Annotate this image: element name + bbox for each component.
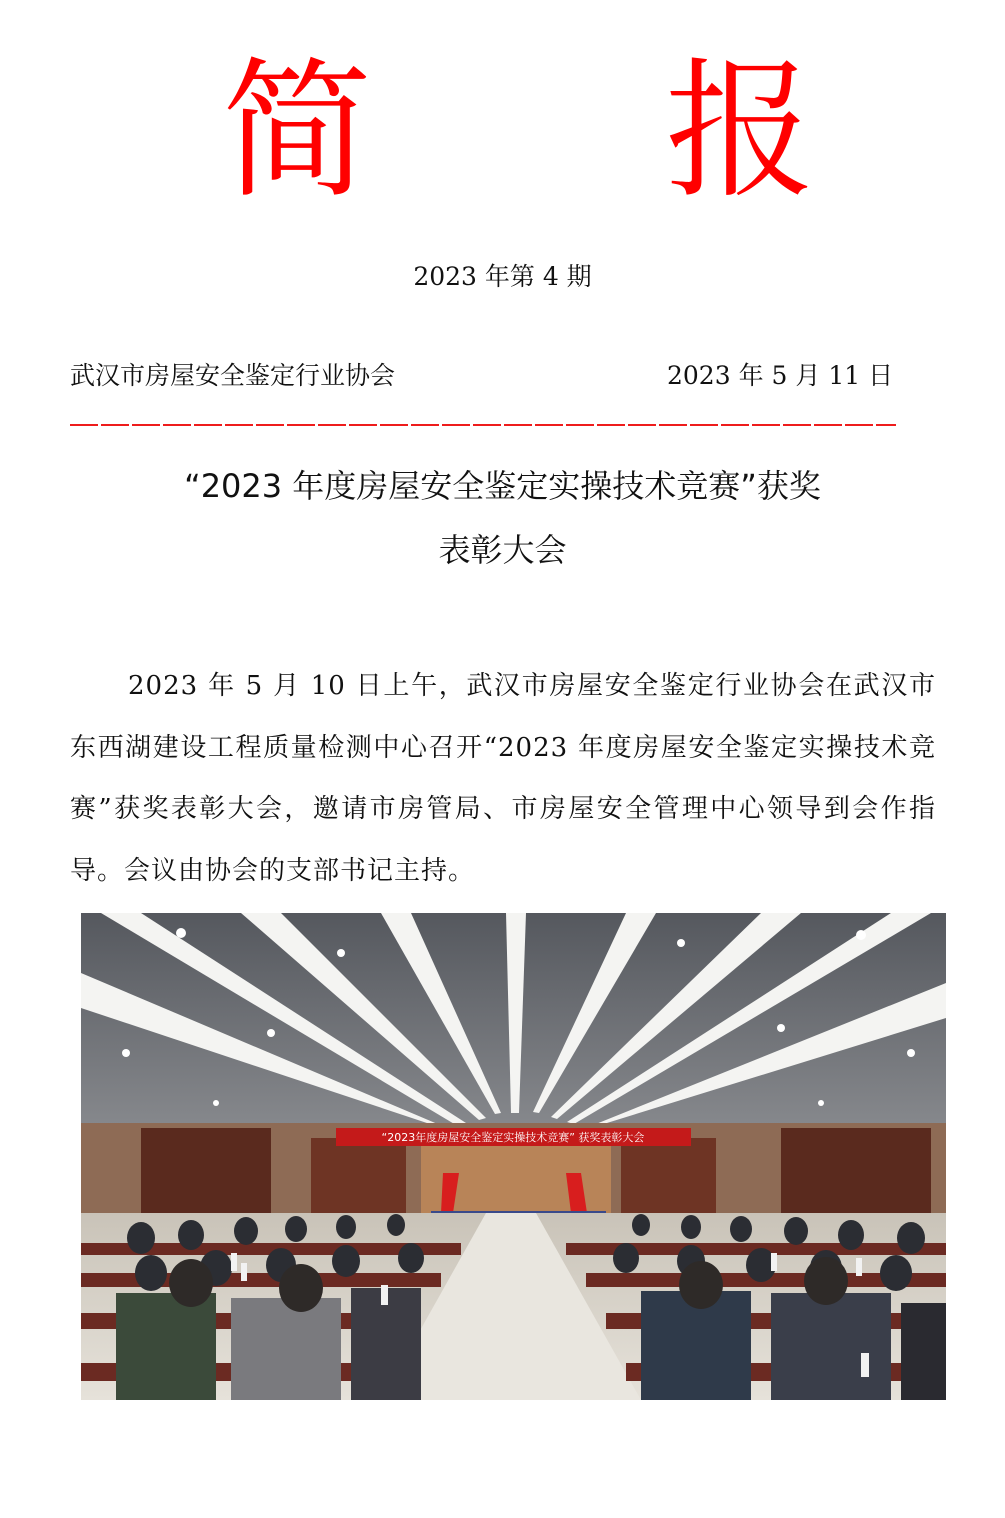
banner-text: “2023年度房屋安全鉴定实操技术竞赛” 获奖表彰大会 (381, 1131, 645, 1144)
masthead-char-bao: 报 (665, 45, 816, 219)
issue-number: 2023 年第 4 期 (413, 262, 592, 291)
headline-line-2: 表彰大会 (438, 531, 567, 569)
publisher-org: 武汉市房屋安全鉴定行业协会 (70, 361, 396, 390)
publish-date: 2023 年 5 月 11 日 (667, 361, 894, 390)
meeting-photo (81, 913, 946, 1400)
headline-line-1: “2023 年度房屋安全鉴定实操技术竞赛”获奖 (184, 467, 821, 505)
red-divider (70, 424, 896, 426)
body-paragraph: 2023 年 5 月 10 日上午，武汉市房屋安全鉴定行业协会在武汉市东西湖建设工程质量检测中心召开“2023 年度房屋安全鉴定实操技术竞赛”获奖表彰大会，邀请市房管局、市房屋安全管理中心领导到会作指导。会议由协会的支部书记主持。 (70, 671, 936, 886)
masthead-char-jian: 简 (222, 45, 373, 219)
